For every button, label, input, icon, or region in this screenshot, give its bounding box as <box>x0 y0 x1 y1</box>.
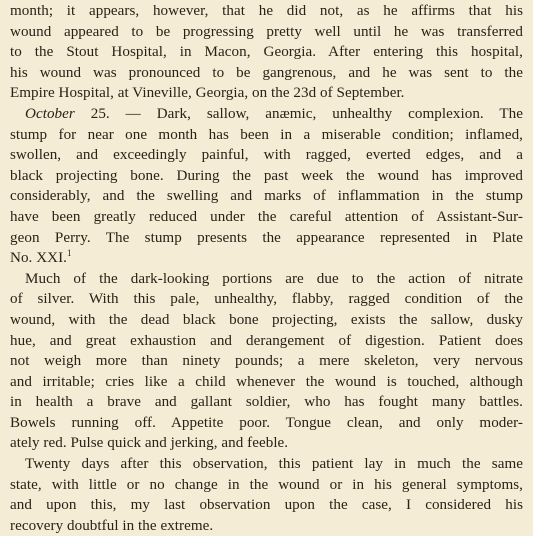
text-line: of silver. With this pale, unhealthy, flabby, ragged condition of the <box>10 291 523 308</box>
paragraph-1 <box>10 1 523 104</box>
text-line-dated <box>10 104 523 125</box>
text-line: recovery doubtful in the extreme. <box>10 517 214 534</box>
text-line: ately red. Pulse quick and jerking, and feeble. <box>10 435 289 452</box>
text-line: and irritable; cries like a child whenever the wound is touched, although <box>10 373 523 390</box>
text-line: Bowels running off. Appetite poor. Tongue clean, and only moder- <box>10 414 523 431</box>
text-line-rest: 25. — Dark, sallow, anæmic, unhealthy complexion. The <box>74 105 523 122</box>
text-line: to the Stout Hospital, in Macon, Georgia. After entering this hospital, <box>10 44 523 61</box>
plate-reference: No. XXI. <box>10 250 67 267</box>
text-line: his wound was pronounced to be gangrenous, and he was sent to the <box>10 64 523 81</box>
text-line: state, with little or no change in the wound or in his general symptoms, <box>10 476 523 493</box>
text-line: and upon this, my last observation upon the case, I considered his <box>10 497 523 514</box>
footnote-marker[interactable]: 1 <box>67 248 72 259</box>
paragraph-3 <box>10 269 523 454</box>
text-line: Twenty days after this observation, this patient lay in much the same <box>25 456 523 473</box>
body-text <box>10 1 523 536</box>
text-line: black projecting bone. During the past week the wound has improved <box>10 167 523 184</box>
text-line: month; it appears, however, that he did not, as he affirms that his <box>10 3 523 19</box>
text-line: not weigh more than ninety pounds; a mere skeleton, very nervous <box>10 353 523 370</box>
text-line: considerably, and the swelling and marks of inflammation in the stump <box>10 188 523 205</box>
text-line: hue, and great exhaustion and derangement of digestion. Patient does <box>10 332 523 349</box>
text-line: stump for near one month has been in a miserable condition; inflamed, <box>10 126 523 143</box>
text-line: in health a brave and gallant soldier, who has fought many battles. <box>10 394 523 411</box>
text-line: geon Perry. The stump presents the appearance represented in Plate <box>10 229 523 246</box>
text-line: Much of the dark-looking portions are due to the action of nitrate <box>25 270 523 287</box>
text-line: wound, with the dead black bone projecting, exists the sallow, dusky <box>10 311 523 328</box>
text-line-plate-ref <box>10 248 523 269</box>
entry-date: October <box>25 105 75 122</box>
text-line: wound appeared to be progressing pretty well until he was transferred <box>10 23 523 40</box>
paragraph-4 <box>10 454 523 536</box>
paragraph-2 <box>10 104 523 269</box>
text-line: have been greatly reduced under the careful attention of Assistant-Sur- <box>10 208 523 225</box>
text-line: swollen, and exceedingly painful, with ragged, everted edges, and a <box>10 147 523 164</box>
text-line: Empire Hospital, at Vineville, Georgia, on the 23d of September. <box>10 85 405 102</box>
